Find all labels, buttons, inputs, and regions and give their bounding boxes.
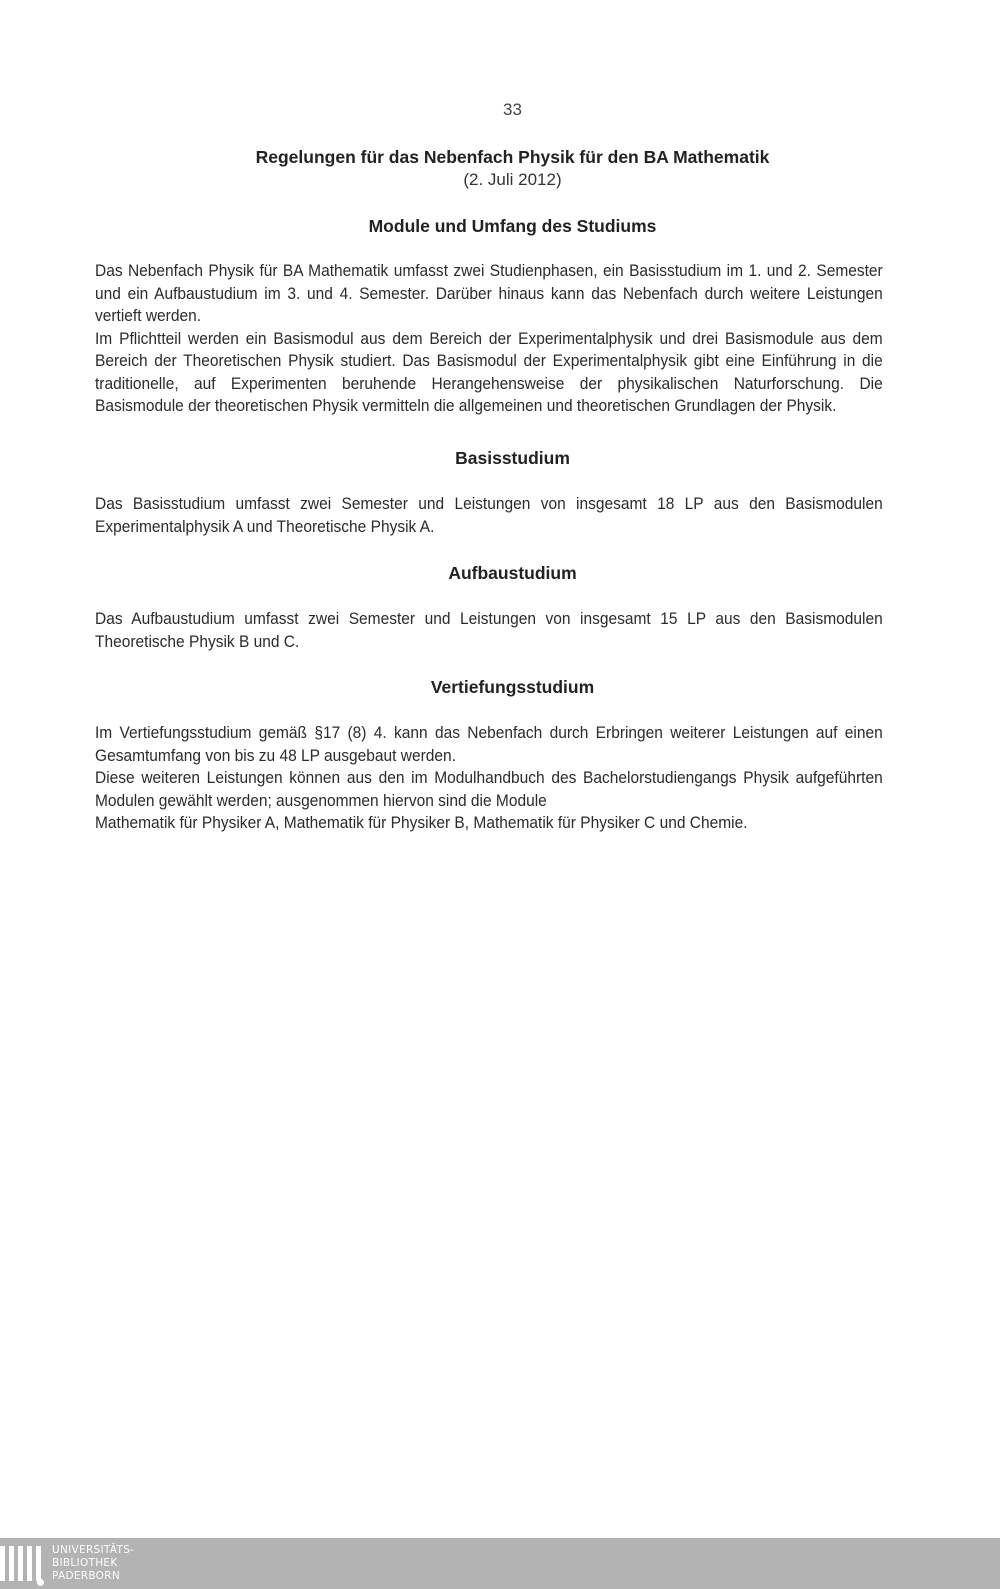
text-line: Diese weiteren Leistungen können aus den im Modulhandbuch des Bachelorstudiengangs Physik aufgeführten <box>95 769 883 787</box>
text-line: Theoretische Physik B und C. <box>95 632 300 651</box>
logo-line: UNIVERSITÄTS- <box>52 1544 135 1556</box>
library-logo-text <box>52 1544 134 1583</box>
document-date: (2. Juli 2012) <box>463 170 562 189</box>
section-heading-module: Module und Umfang des Studiums <box>368 216 657 236</box>
library-logo-icon <box>0 1546 41 1581</box>
logo-line: BIBLIOTHEK <box>52 1557 118 1569</box>
text-line: Das Basisstudium umfasst zwei Semester und Leistungen von insgesamt 18 LP aus den Basismodulen <box>95 495 883 513</box>
logo-dot-icon <box>37 1579 44 1586</box>
text-line: Das Nebenfach Physik für BA Mathematik umfasst zwei Studienphasen, ein Basisstudium im 1. und 2. Semester <box>95 262 883 280</box>
text-line: und ein Aufbaustudium im 3. und 4. Semester. Darüber hinaus kann das Nebenfach durch weitere Leistungen <box>95 284 883 303</box>
text-line: Im Pflichtteil werden ein Basismodul aus dem Bereich der Experimentalphysik und drei Basismodule aus dem <box>95 329 883 348</box>
section-heading-vertiefung: Vertiefungsstudium <box>430 677 595 697</box>
text-line: Experimentalphysik A und Theoretische Physik A. <box>95 517 435 536</box>
page-number: 33 <box>503 100 522 119</box>
text-line: Im Vertiefungsstudium gemäß §17 (8) 4. kann das Nebenfach durch Erbringen weiterer Leistungen auf einen <box>95 724 883 742</box>
section-body-basis <box>95 493 883 538</box>
footer-bar <box>0 1538 1000 1589</box>
text-line: vertieft werden. <box>95 307 202 325</box>
text-line: traditionelle, auf Experimenten beruhende Herangehensweise der physikalischen Naturforschung. Die <box>95 374 883 393</box>
text-line: Das Aufbaustudium umfasst zwei Semester und Leistungen von insgesamt 15 LP aus den Basismodulen <box>95 610 883 628</box>
text-line: Modulen gewählt werden; ausgenommen hiervon sind die Module <box>95 791 547 810</box>
section-body-module <box>95 260 883 418</box>
text-line: Gesamtumfang von bis zu 48 LP ausgebaut werden. <box>95 746 456 765</box>
section-heading-basis: Basisstudium <box>455 448 570 468</box>
document-title: Regelungen für das Nebenfach Physik für den BA Mathematik <box>255 147 770 167</box>
section-body-vertiefung <box>95 722 883 835</box>
section-heading-aufbau: Aufbaustudium <box>448 563 577 583</box>
text-line: Mathematik für Physiker A, Mathematik für Physiker B, Mathematik für Physiker C und Chemie. <box>95 814 748 832</box>
text-line: Basismodule der theoretischen Physik vermitteln die allgemeinen und theoretischen Grundlagen der Physik. <box>95 397 837 415</box>
section-body-aufbau <box>95 608 883 653</box>
text-line: Bereich der Theoretischen Physik studiert. Das Basismodul der Experimentalphysik gibt eine Einführung in die <box>95 352 883 370</box>
logo-line: PADERBORN <box>52 1570 120 1582</box>
